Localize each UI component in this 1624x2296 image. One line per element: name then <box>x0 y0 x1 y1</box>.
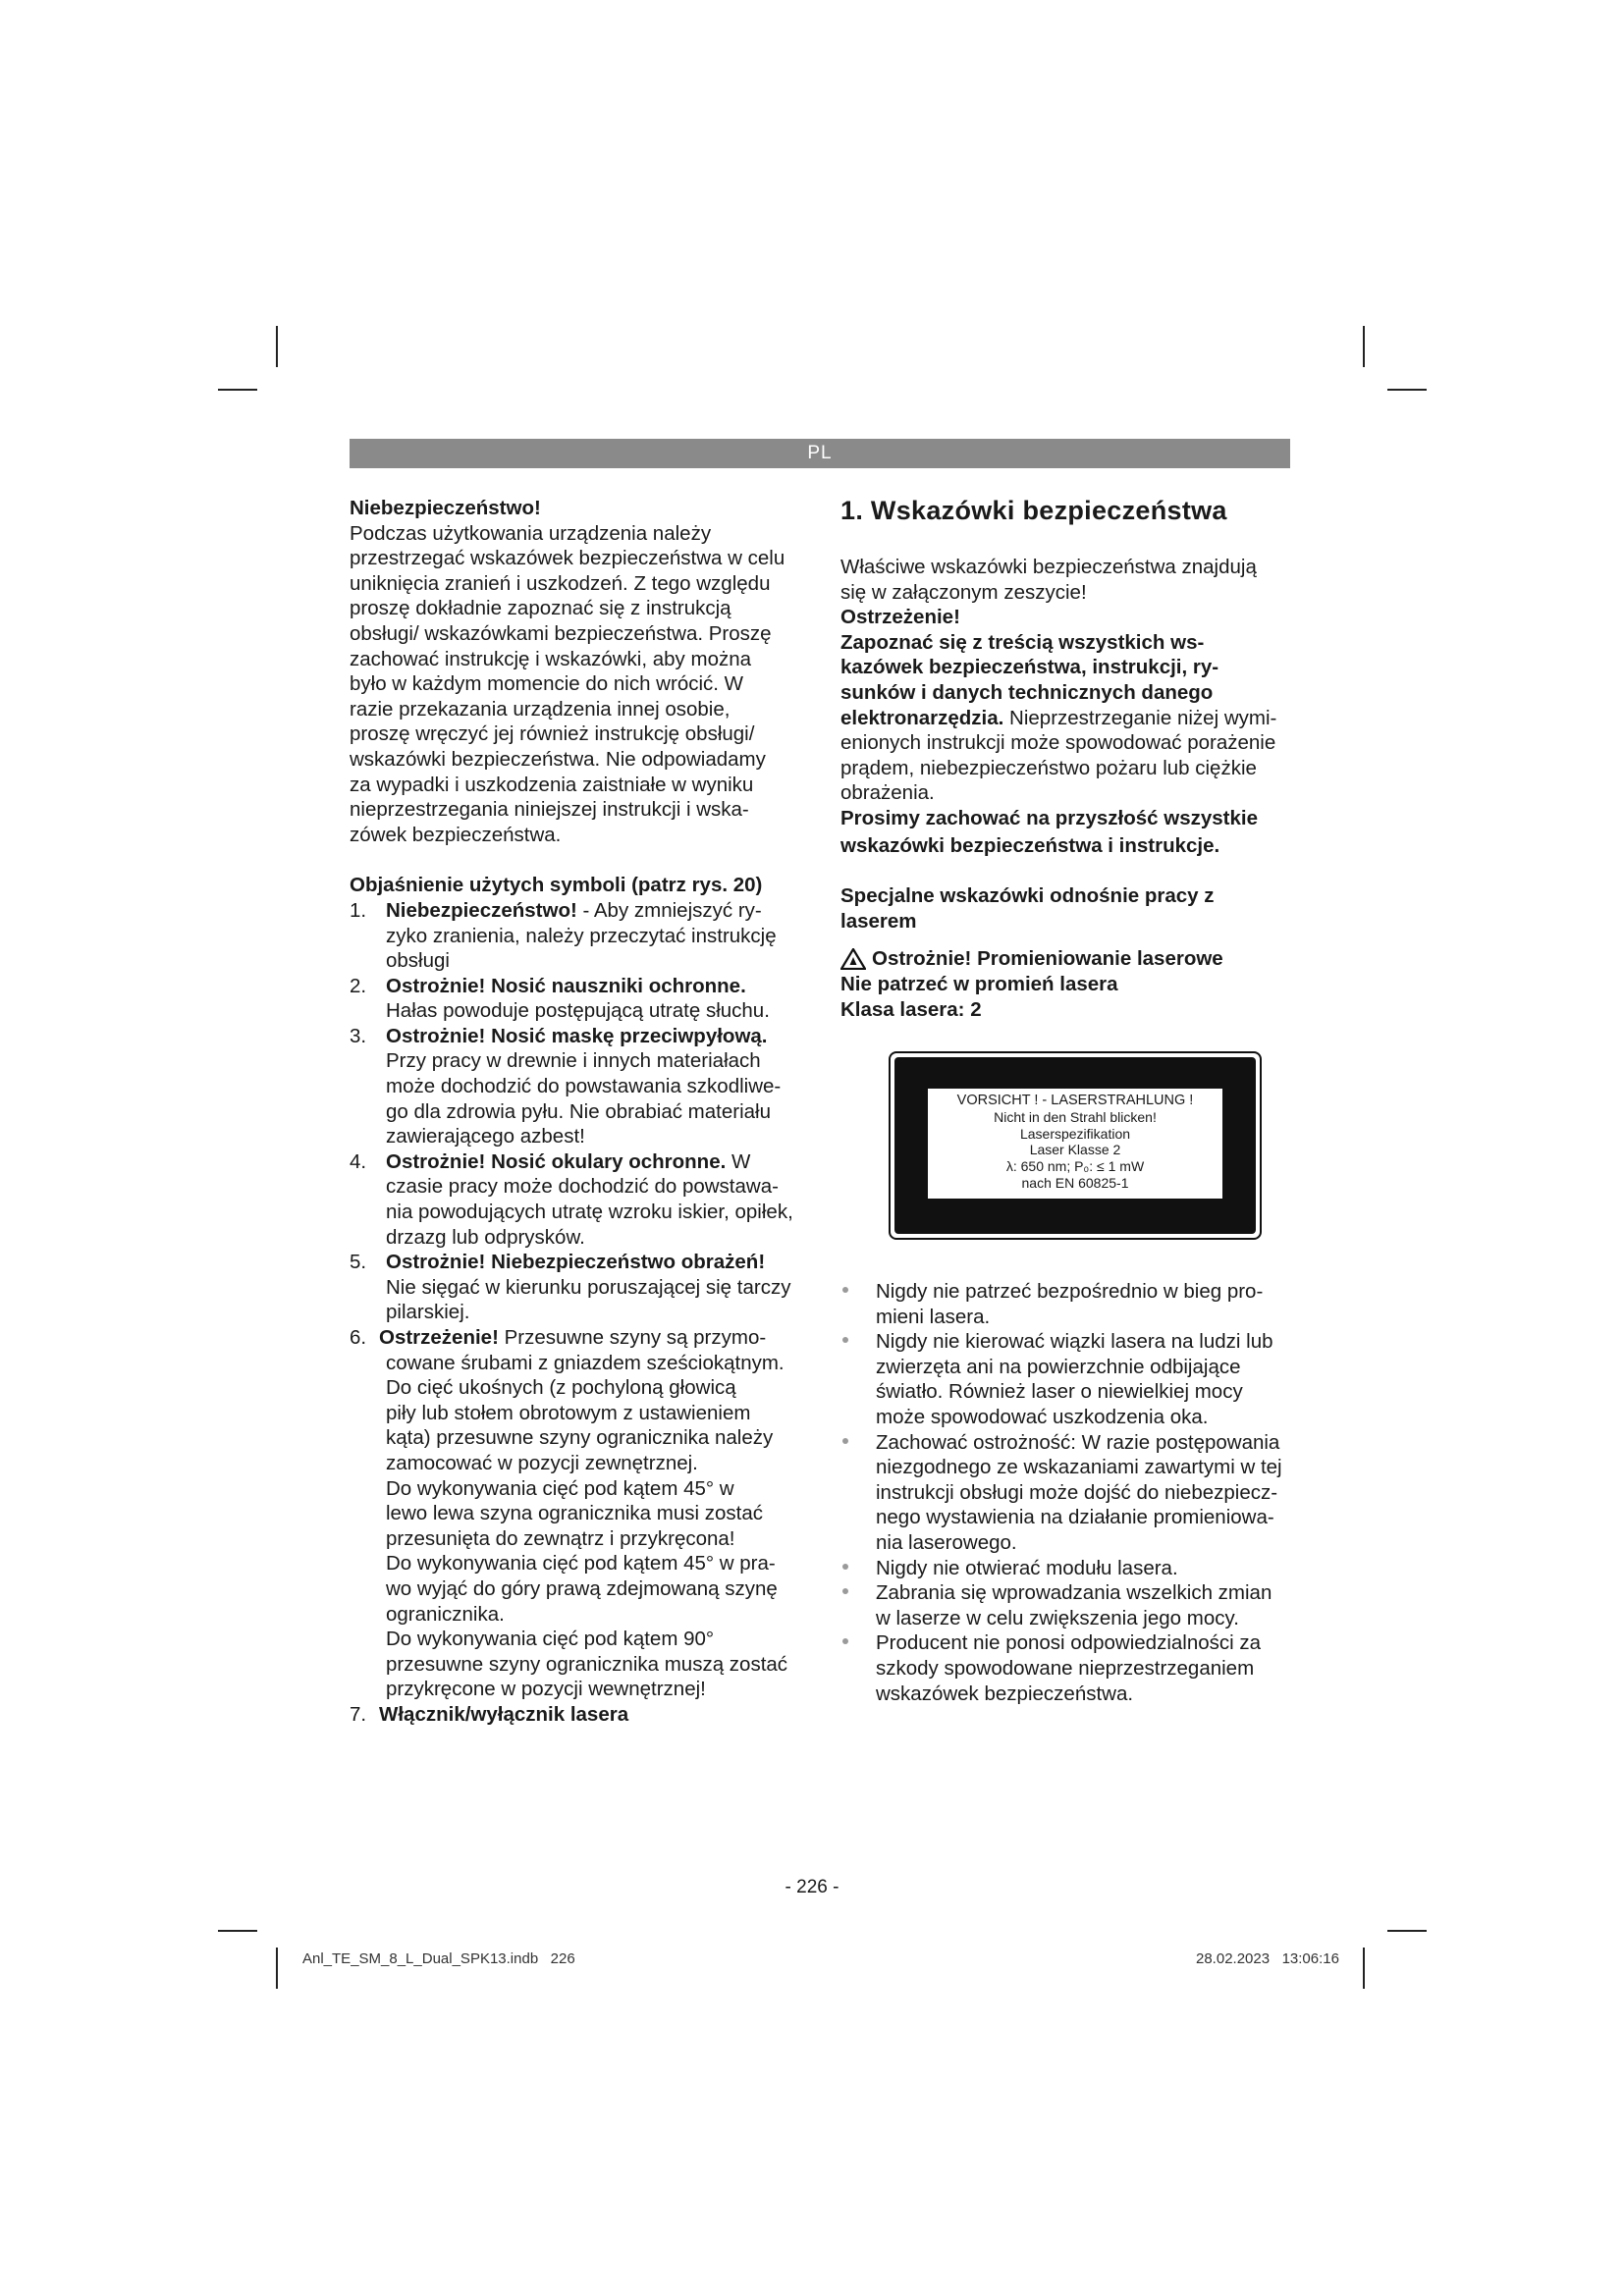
text-line: zachować instrukcję i wskazówki, aby można <box>350 647 752 670</box>
text-line: kazówek bezpieczeństwa, instrukcji, ry- <box>840 656 1219 679</box>
text-line: Do cięć ukośnych (z pochyloną głowicą <box>386 1376 736 1400</box>
bullet-icon <box>842 1438 848 1444</box>
text-line: nego wystawienia na działanie promieniowa- <box>876 1506 1274 1529</box>
crop-mark <box>1387 1930 1427 1932</box>
text-line: się w załączonym zeszycie! <box>840 580 1087 604</box>
list-item <box>840 1279 1294 1329</box>
crop-mark <box>218 389 257 391</box>
warning-title: Ostrzeżenie! <box>840 606 960 629</box>
text-line: Do wykonywania cięć pod kątem 90° <box>386 1628 715 1651</box>
text-line: nia laserowego. <box>876 1531 1017 1555</box>
text-line: za wypadki i uszkodzenia zaistniałe w wyniku <box>350 773 754 796</box>
danger-title: Niebezpieczeństwo! <box>350 497 541 519</box>
label-line: Laser Klasse 2 <box>1029 1142 1121 1158</box>
laser-warning-label <box>889 1051 1262 1240</box>
item-number: 4. <box>350 1149 367 1173</box>
laser-class: Klasa lasera: 2 <box>840 997 982 1021</box>
item-bold: Ostrożnie! Nosić nauszniki ochronne. <box>386 974 746 997</box>
laser-no-look: Nie patrzeć w promień lasera <box>840 972 1118 995</box>
text-line: Producent nie ponosi odpowiedzialności za <box>876 1631 1262 1655</box>
label-line: Laserspezifikation <box>1019 1125 1131 1142</box>
text-line: enionych instrukcji może spowodować porażenie <box>840 731 1276 755</box>
label-line: λ: 650 nm; P₀: ≤ 1 mW <box>1005 1158 1145 1175</box>
item-bold: Włącznik/wyłącznik lasera <box>379 1702 629 1726</box>
language-header-bar: PL <box>350 439 1290 468</box>
section-title: 1. Wskazówki bezpieczeństwa <box>840 496 1227 525</box>
bullet-icon <box>842 1287 848 1293</box>
laser-warning-text: Ostrożnie! Promieniowanie laserowe <box>872 947 1223 971</box>
text-line: elektronarzędzia. <box>840 706 1004 729</box>
text-line: proszę wręczyć jej również instrukcję obsługi/ <box>350 722 755 746</box>
text-line: instrukcji obsługi może dojść do niebezpiecz- <box>876 1480 1278 1504</box>
text-line: Przy pracy w drewnie i innych materiałach <box>386 1049 761 1073</box>
text-line: Zachować ostrożność: W razie postępowania <box>876 1430 1280 1454</box>
text-line: Hałas powoduje postępującą utratę słuchu. <box>386 999 770 1023</box>
symbol-item-1 <box>350 898 803 974</box>
item-rest: Przesuwne szyny są przymo- <box>498 1326 767 1349</box>
left-column <box>350 496 803 1728</box>
item-rest: W <box>726 1149 751 1173</box>
item-number: 7. <box>350 1702 367 1726</box>
symbol-item-5 <box>350 1250 803 1325</box>
item-bold: Niebezpieczeństwo! <box>386 898 577 922</box>
text-line: zyko zranienia, należy przeczytać instrukcję <box>386 924 777 947</box>
text-line: przestrzegać wskazówek bezpieczeństwa w celu <box>350 547 785 570</box>
list-item <box>840 1580 1294 1630</box>
text-line: Właściwe wskazówki bezpieczeństwa znajdują <box>840 556 1257 578</box>
text-line: Nigdy nie patrzeć bezpośrednio w bieg pro- <box>876 1280 1264 1304</box>
laser-warning <box>840 946 1294 972</box>
text-line: lewo lewa szyna ogranicznika musi zostać <box>386 1502 763 1525</box>
warning-triangle-icon <box>840 948 866 970</box>
text-line: go dla zdrowia pyłu. Nie obrabiać materiału <box>386 1099 771 1123</box>
text-line: czasie pracy może dochodzić do powstawa- <box>386 1175 779 1199</box>
text-line: Nigdy nie otwierać modułu lasera. <box>876 1556 1178 1579</box>
text-line: światło. Również laser o niewielkiej mocy <box>876 1380 1243 1404</box>
footer-file-name: Anl_TE_SM_8_L_Dual_SPK13.indb 226 <box>302 1950 575 1967</box>
laser-label-text-box <box>928 1089 1222 1199</box>
item-number: 5. <box>350 1251 367 1274</box>
crop-mark <box>218 1930 257 1932</box>
symbol-item-2 <box>350 974 803 1024</box>
text-line: przykręcone w pozycji wewnętrznej! <box>386 1678 706 1701</box>
text-line: Zapoznać się z treścią wszystkich ws- <box>840 630 1205 654</box>
text-line: ogranicznika. <box>386 1602 505 1626</box>
text-line: obsługi <box>386 949 450 973</box>
crop-mark <box>1363 1948 1365 1989</box>
text-line: Do wykonywania cięć pod kątem 45° w pra- <box>386 1552 776 1575</box>
text-line: zówek bezpieczeństwa. <box>350 823 562 846</box>
text-line: uniknięcia zranień i uszkodzeń. Z tego względu <box>350 571 771 595</box>
text-line: wo wyjąć do góry prawą zdejmowaną szynę <box>386 1576 778 1600</box>
text-line: Nie sięgać w kierunku poruszającej się tarczy <box>386 1275 791 1299</box>
text-line: wskazówki bezpieczeństwa i instrukcje. <box>840 833 1220 857</box>
bullet-icon <box>842 1564 848 1570</box>
list-item <box>840 1630 1294 1706</box>
laser-section-title: Specjalne wskazówki odnośnie pracy z <box>840 884 1215 908</box>
list-item <box>840 1329 1294 1429</box>
crop-mark <box>276 1948 278 1989</box>
text-line: było w każdym momencie do nich wrócić. W <box>350 672 744 696</box>
crop-mark <box>1363 326 1365 367</box>
text-line: prądem, niebezpieczeństwo pożaru lub ciężkie <box>840 756 1257 779</box>
text-line: obrażenia. <box>840 781 935 805</box>
danger-text <box>350 521 803 848</box>
laser-bullet-list <box>840 1279 1294 1706</box>
text-line: Nigdy nie kierować wiązki lasera na ludzi lub <box>876 1330 1273 1354</box>
right-column <box>840 496 1294 1706</box>
item-bold: Ostrożnie! Nosić okulary ochronne. <box>386 1149 727 1173</box>
text-line: szkody spowodowane nieprzestrzeganiem <box>876 1657 1255 1680</box>
text-line: Zabrania się wprowadzania wszelkich zmian <box>876 1581 1272 1605</box>
text-line: niezgodnego ze wskazaniami zawartymi w tej <box>876 1456 1282 1479</box>
symbol-item-7 <box>350 1702 803 1728</box>
crop-mark <box>1387 389 1427 391</box>
symbol-item-4 <box>350 1149 803 1250</box>
text-line: Nieprzestrzeganie niżej wymi- <box>1003 706 1277 729</box>
text-line: nia powodujących utratę wzroku iskier, opiłek, <box>386 1201 793 1224</box>
item-rest: - Aby zmniejszyć ry- <box>576 898 762 922</box>
text-line: proszę dokładnie zapoznać się z instrukcją <box>350 597 731 620</box>
list-item <box>840 1556 1294 1581</box>
text-line: może dochodzić do powstawania szkodliwe- <box>386 1075 782 1098</box>
text-line: w laserze w celu zwiększenia jego mocy. <box>876 1606 1239 1629</box>
bullet-icon <box>842 1588 848 1594</box>
page-number: - 226 - <box>785 1877 839 1897</box>
label-line: VORSICHT ! - LASERSTRAHLUNG ! <box>956 1093 1194 1109</box>
laser-label-frame <box>894 1057 1256 1234</box>
item-bold: Ostrożnie! Niebezpieczeństwo obrażeń! <box>386 1251 766 1274</box>
text-line: zamocować w pozycji zewnętrznej. <box>386 1451 698 1474</box>
item-number: 6. <box>350 1326 367 1349</box>
text-line: piły lub stołem obrotowym z ustawieniem <box>386 1401 751 1424</box>
text-line: może spowodować uszkodzenia oka. <box>876 1406 1209 1429</box>
bullet-icon <box>842 1638 848 1644</box>
crop-mark <box>276 326 278 367</box>
item-number: 3. <box>350 1024 367 1047</box>
text-line: zwierzęta ani na powierzchnie odbijające <box>876 1355 1241 1378</box>
text-line: zawierającego azbest! <box>386 1125 585 1148</box>
item-bold: Ostrzeżenie! <box>379 1326 499 1349</box>
item-bold: Ostrożnie! Nosić maskę przeciwpyłową. <box>386 1024 768 1047</box>
list-item <box>840 1430 1294 1556</box>
symbols-title: Objaśnienie użytych symboli (patrz rys. 20) <box>350 874 763 897</box>
text-line: Do wykonywania cięć pod kątem 45° w <box>386 1476 734 1500</box>
text-line: razie przekazania urządzenia innej osobie, <box>350 697 731 721</box>
text-line: nieprzestrzegania niniejszej instrukcji i wska- <box>350 798 749 822</box>
text-line: obsługi/ wskazówkami bezpieczeństwa. Proszę <box>350 621 772 645</box>
text-line: wskazówki bezpieczeństwa. Nie odpowiadamy <box>350 747 766 771</box>
symbol-item-6 <box>350 1325 803 1702</box>
text-line: Podczas użytkowania urządzenia należy <box>350 521 712 545</box>
text-line: kąta) przesuwne szyny ogranicznika należy <box>386 1426 774 1450</box>
text-line: Prosimy zachować na przyszłość wszystkie <box>840 806 1258 829</box>
label-line: nach EN 60825-1 <box>1021 1175 1129 1192</box>
footer-timestamp: 28.02.2023 13:06:16 <box>1196 1950 1339 1967</box>
text-line: sunków i danych technicznych danego <box>840 680 1214 704</box>
item-number: 2. <box>350 974 367 997</box>
text-line: przesuwne szyny ogranicznika muszą zostać <box>386 1652 788 1676</box>
text-line: cowane śrubami z gniazdem sześciokątnym. <box>386 1351 785 1374</box>
text-line: drzazg lub odprysków. <box>386 1225 585 1249</box>
text-line: mieni lasera. <box>876 1305 991 1328</box>
laser-section-title: laserem <box>840 909 917 933</box>
text-line: wskazówek bezpieczeństwa. <box>876 1682 1134 1705</box>
text-line: pilarskiej. <box>386 1301 470 1324</box>
label-line: Nicht in den Strahl blicken! <box>994 1108 1157 1125</box>
symbol-item-3 <box>350 1024 803 1149</box>
item-number: 1. <box>350 898 367 922</box>
text-line: przesunięta do zewnątrz i przykręcona! <box>386 1526 735 1550</box>
bullet-icon <box>842 1337 848 1343</box>
